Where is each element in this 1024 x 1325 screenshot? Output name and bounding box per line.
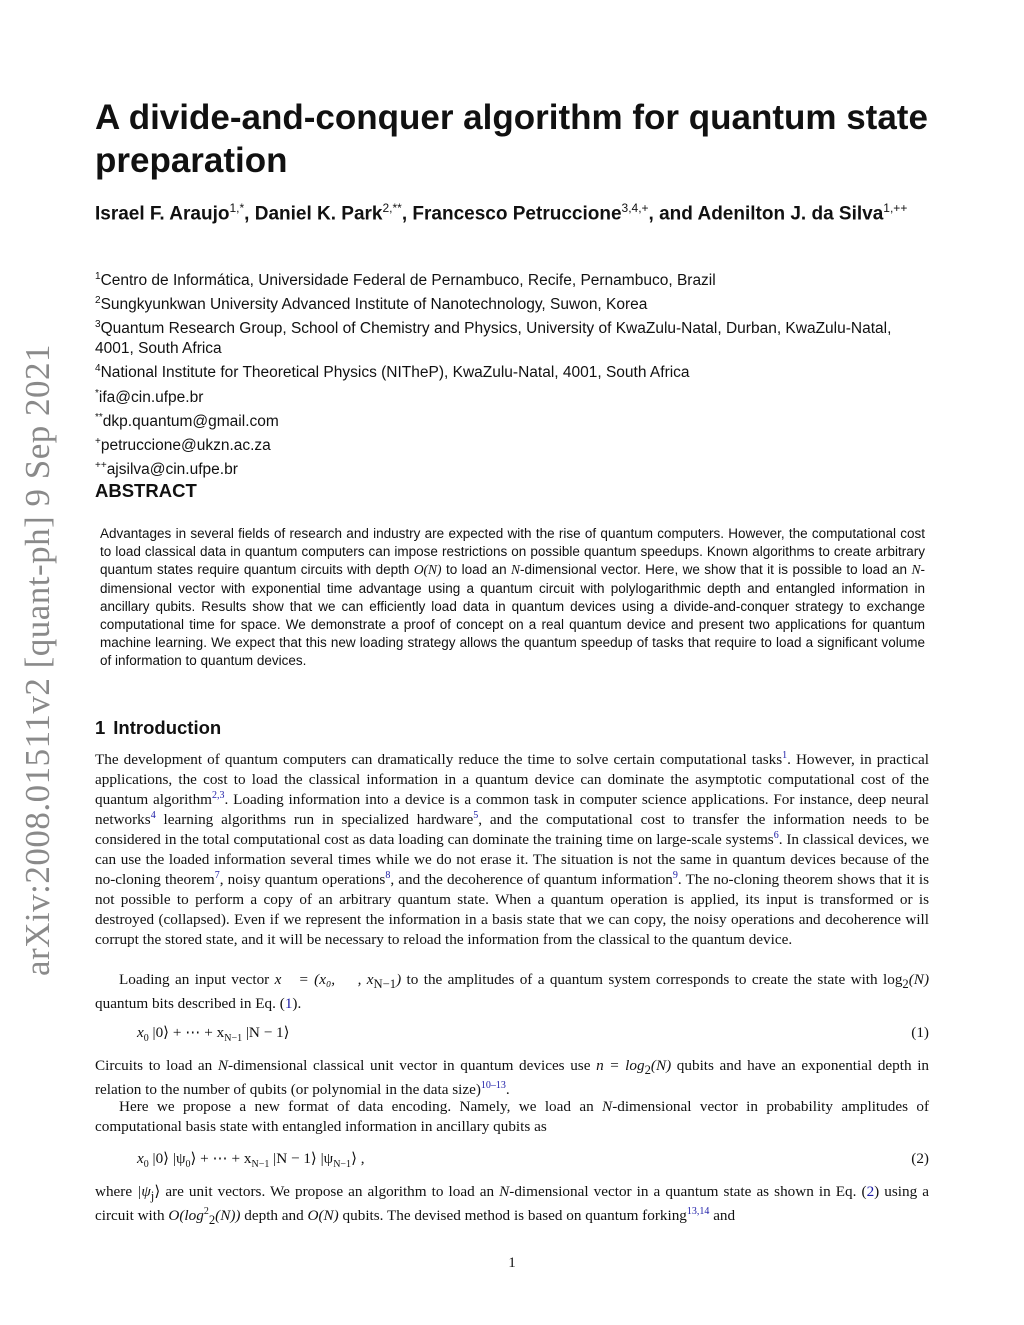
math-expression: N (499, 1183, 510, 1200)
citation-link[interactable]: 7 (214, 869, 220, 881)
email-mark: + (95, 435, 101, 447)
intro-paragraph-2 (95, 970, 929, 1014)
math-expression: log (883, 971, 903, 988)
paragraph-text: are unit vectors. We propose an algorithm to load an (160, 1183, 500, 1200)
affiliation-mark: 2 (95, 295, 101, 307)
equation-number: (2) (911, 1150, 929, 1167)
affiliation-text: Centro de Informática, Universidade Federal de Pernambuco, Recife, Pernambuco, Brazil (100, 272, 716, 290)
paragraph-text: -dimensional classical unit vector in quantum devices use (228, 1057, 597, 1074)
math-expression: (N) (908, 971, 929, 988)
equation-number: (1) (911, 1024, 929, 1041)
author-name: Adenilton J. da Silva (697, 203, 884, 225)
math-expression: |N − 1⟩ (242, 1024, 290, 1041)
citation-link[interactable]: 2,3 (212, 789, 225, 801)
citation-link[interactable]: 1 (782, 749, 788, 761)
paragraph-text: . The no-cloning theorem shows that it is not possible to perform a copy of an arbitrary quantum state. When a quantum operation is applied, its input is transformed or is destroyed (collapsed). Even if we represent the information in a basis state that we can copy, the noisy operations and decoherence will corrupt the stored state, and it will be necessary to reload the information from the classical to the quantum device. (95, 871, 930, 948)
intro-paragraph-5 (95, 1182, 929, 1230)
math-subscript: 0 (143, 1033, 149, 1045)
section-number: 1 (95, 717, 106, 738)
math-expression: |ψ (137, 1183, 151, 1200)
paragraph-text: depth and (240, 1207, 308, 1225)
email-address[interactable]: ajsilva@cin.ufpe.br (106, 461, 238, 479)
math-expression: N (511, 562, 521, 578)
paragraph-text: ). (292, 995, 302, 1013)
math-subscript: N−1 (224, 1033, 243, 1045)
math-expression: N (602, 1098, 613, 1115)
equation-1 (137, 1023, 929, 1043)
math-subscript: j (150, 1189, 155, 1204)
affiliation-mark: 4 (95, 363, 101, 375)
paragraph-text: Circuits to load an (95, 1057, 218, 1074)
author-name: Francesco Petruccione (412, 203, 622, 225)
math-subscript: 0 (185, 1159, 191, 1171)
email-item (95, 432, 925, 456)
paragraph-text: The development of quantum computers can dramatically reduce the time to solve certain computational tasks (95, 751, 783, 768)
math-expression: O(N) (307, 1207, 339, 1225)
email-address[interactable]: dkp.quantum@gmail.com (102, 412, 279, 430)
paragraph-text: Here we propose a new format of data encoding. Namely, we load an (119, 1098, 603, 1115)
citation-link[interactable]: 13,14 (686, 1205, 710, 1217)
math-expression: x (137, 1024, 144, 1041)
equation-reference-link[interactable]: 2 (866, 1183, 875, 1200)
paragraph-text: . However, in practical applications, the cost to load the classical information in a quantum device can dominate the asymptotic computational cost of the quantum algorithm (95, 751, 929, 808)
paragraph-text: quantum bits described in Eq. ( (95, 995, 285, 1013)
math-expression: (N) (650, 1057, 672, 1074)
math-expression: N (217, 1057, 229, 1074)
paragraph-text: to the amplitudes of a quantum system corresponds to create the state with (401, 971, 883, 988)
citation-link[interactable]: 6 (773, 829, 779, 841)
math-subscript: 2 (208, 1213, 216, 1228)
paragraph-text: and (709, 1207, 736, 1225)
abstract-heading: ABSTRACT (95, 480, 197, 501)
math-subscript: N−1 (251, 1159, 270, 1171)
intro-paragraph-3 (95, 1056, 929, 1100)
math-expression: x (137, 1150, 144, 1167)
math-subscript: N−1 (333, 1159, 352, 1171)
affiliation-item (95, 267, 925, 291)
affiliation-item (95, 359, 925, 383)
math-expression: ) (396, 971, 402, 988)
paper-title: A divide-and-conquer algorithm for quantum state preparation (95, 98, 928, 180)
abstract-body (100, 525, 925, 671)
section-heading-introduction (95, 717, 221, 739)
paragraph-text: ) using a circuit with (95, 1183, 929, 1225)
email-address[interactable]: ifa@cin.ufpe.br (98, 388, 204, 406)
math-subscript: 2 (644, 1063, 651, 1078)
arxiv-identifier: arXiv:2008.01511v2 [quant-ph] 9 Sep 2021 (18, 343, 57, 977)
author-affiliation-mark: 2,** (382, 201, 402, 215)
email-mark: ++ (95, 460, 107, 472)
affiliation-item (95, 315, 925, 359)
paragraph-text: , and the computational cost to transfer the information needs to be considered in the total computational cost as data loading can dominate the training time on large-scale systems (95, 811, 929, 848)
paragraph-text: . (505, 1081, 510, 1099)
affiliation-text: Sungkyunkwan University Advanced Institute of Nanotechnology, Suwon, Korea (100, 296, 648, 314)
paragraph-text: , and the decoherence of quantum information (390, 871, 673, 888)
math-superscript: 2 (203, 1205, 209, 1217)
paragraph-text: qubits. The devised method is based on quantum forking (338, 1207, 687, 1225)
affiliation-text: National Institute for Theoretical Physics (NITheP), KwaZulu-Natal, 4001, South Africa (100, 364, 690, 382)
math-expression: |0⟩ |ψ (148, 1150, 186, 1167)
math-expression: |N − 1⟩ |ψ (269, 1150, 334, 1167)
paragraph-text: where (95, 1183, 138, 1200)
affiliation-mark: 3 (95, 319, 101, 331)
citation-link[interactable]: 8 (385, 869, 391, 881)
email-item (95, 408, 925, 432)
math-expression: ⟩ (154, 1183, 161, 1200)
page-number: 1 (508, 1255, 516, 1271)
equation-reference-link[interactable]: 1 (284, 995, 293, 1013)
abstract-text: -dimensional vector. Here, we show that it is possible to load an (520, 562, 908, 578)
math-expression: O(N) (413, 562, 442, 578)
paragraph-text: . Loading information into a device is a common task in computer science applications. For instance, deep neural networks (95, 791, 930, 828)
author-affiliation-mark: 3,4,+ (621, 201, 649, 215)
intro-paragraph-1 (95, 750, 929, 950)
citation-link[interactable]: 5 (473, 809, 479, 821)
math-expression: |0⟩ + ⋯ + x (148, 1024, 225, 1041)
paragraph-text: -dimensional vector in a quantum state as shown in Eq. ( (509, 1183, 867, 1200)
intro-paragraph-4 (95, 1097, 929, 1137)
abstract-text: to load an (445, 562, 507, 578)
author-conjunction: and (659, 203, 693, 225)
paragraph-text: Loading an input vector (119, 971, 275, 988)
math-expression: ⟩ + ⋯ + x (190, 1150, 252, 1167)
math-expression: ⟩ , (351, 1150, 365, 1167)
author-list: Israel F. Araujo$^{1,*}$, Daniel K. Park$^{2,**}$, Francesco Petruccione$^{3,4,+}$, and Adenilton J. da Silva$^{1,++}$ (95, 201, 908, 225)
math-subscript: 2 (902, 977, 909, 992)
equation-2 (137, 1149, 929, 1169)
author-affiliation-mark: 1,++ (883, 201, 908, 215)
math-subscript: 0 (143, 1159, 149, 1171)
abstract-text: Advantages in several fields of research and industry are expected with the rise of quantum computers. However, the computational cost to load classical data in quantum computers can impose restrictions on possible quantum speedups. Known algorithms to create arbitrary quantum states require quantum circuits with depth (100, 526, 925, 578)
section-title: Introduction (113, 717, 222, 738)
citation-link[interactable]: 9 (672, 869, 678, 881)
paragraph-text: . In classical devices, we can use the loaded information several times while we do not erase it. The situation is not the same in quantum devices because of the no-cloning theorem (95, 831, 930, 888)
affiliation-list (95, 267, 925, 480)
citation-link[interactable]: 4 (150, 809, 156, 821)
affiliation-text: Quantum Research Group, School of Chemistry and Physics, University of KwaZulu-Natal, Durban, KwaZulu-Natal, 4001, South Africa (95, 320, 892, 358)
math-expression: O(log (168, 1207, 204, 1225)
email-address[interactable]: petruccione@ukzn.ac.za (100, 437, 271, 455)
abstract-text: -dimensional vector with exponential time advantage using a quantum circuit with polylogarithmic depth and entangled information in ancillary qubits. Results show that we can efficiently load data in quantum devices using a divide-and-conquer strategy to exchange computational time for space. We demonstrate a proof of concept on a real quantum device and present two applications for quantum machine learning. We expect that this new loading strategy allows the quantum speedup of tasks that require to load a significant volume of information to quantum devices. (100, 562, 925, 669)
author-affiliation-mark: 1,* (229, 201, 245, 215)
affiliation-mark: 1 (95, 271, 101, 282)
email-item (95, 456, 925, 480)
math-expression: N (911, 562, 921, 578)
math-expression: n = log (596, 1057, 645, 1074)
author-name: Daniel K. Park (254, 203, 383, 225)
email-mark: * (95, 387, 99, 399)
affiliation-item (95, 291, 925, 315)
paragraph-text: qubits and have an exponential depth in relation to the number of qubits (or polynomial in the data size) (95, 1057, 930, 1099)
author-name: Israel F. Araujo (95, 203, 230, 225)
math-subscript: N−1 (373, 977, 397, 992)
paragraph-text: learning algorithms run in specialized hardware (155, 811, 474, 828)
email-item (95, 384, 925, 408)
email-mark: ** (95, 411, 103, 423)
paragraph-text: -dimensional vector in probability amplitudes of computational basis state with entangled information in ancillary qubits as (95, 1098, 930, 1135)
math-expression: (N)) (215, 1207, 241, 1225)
paragraph-text: , noisy quantum operations (219, 871, 386, 888)
citation-link[interactable]: 10–13 (480, 1079, 506, 1091)
math-expression: x⃗ = (x₀, ⋯ , x (274, 971, 374, 988)
